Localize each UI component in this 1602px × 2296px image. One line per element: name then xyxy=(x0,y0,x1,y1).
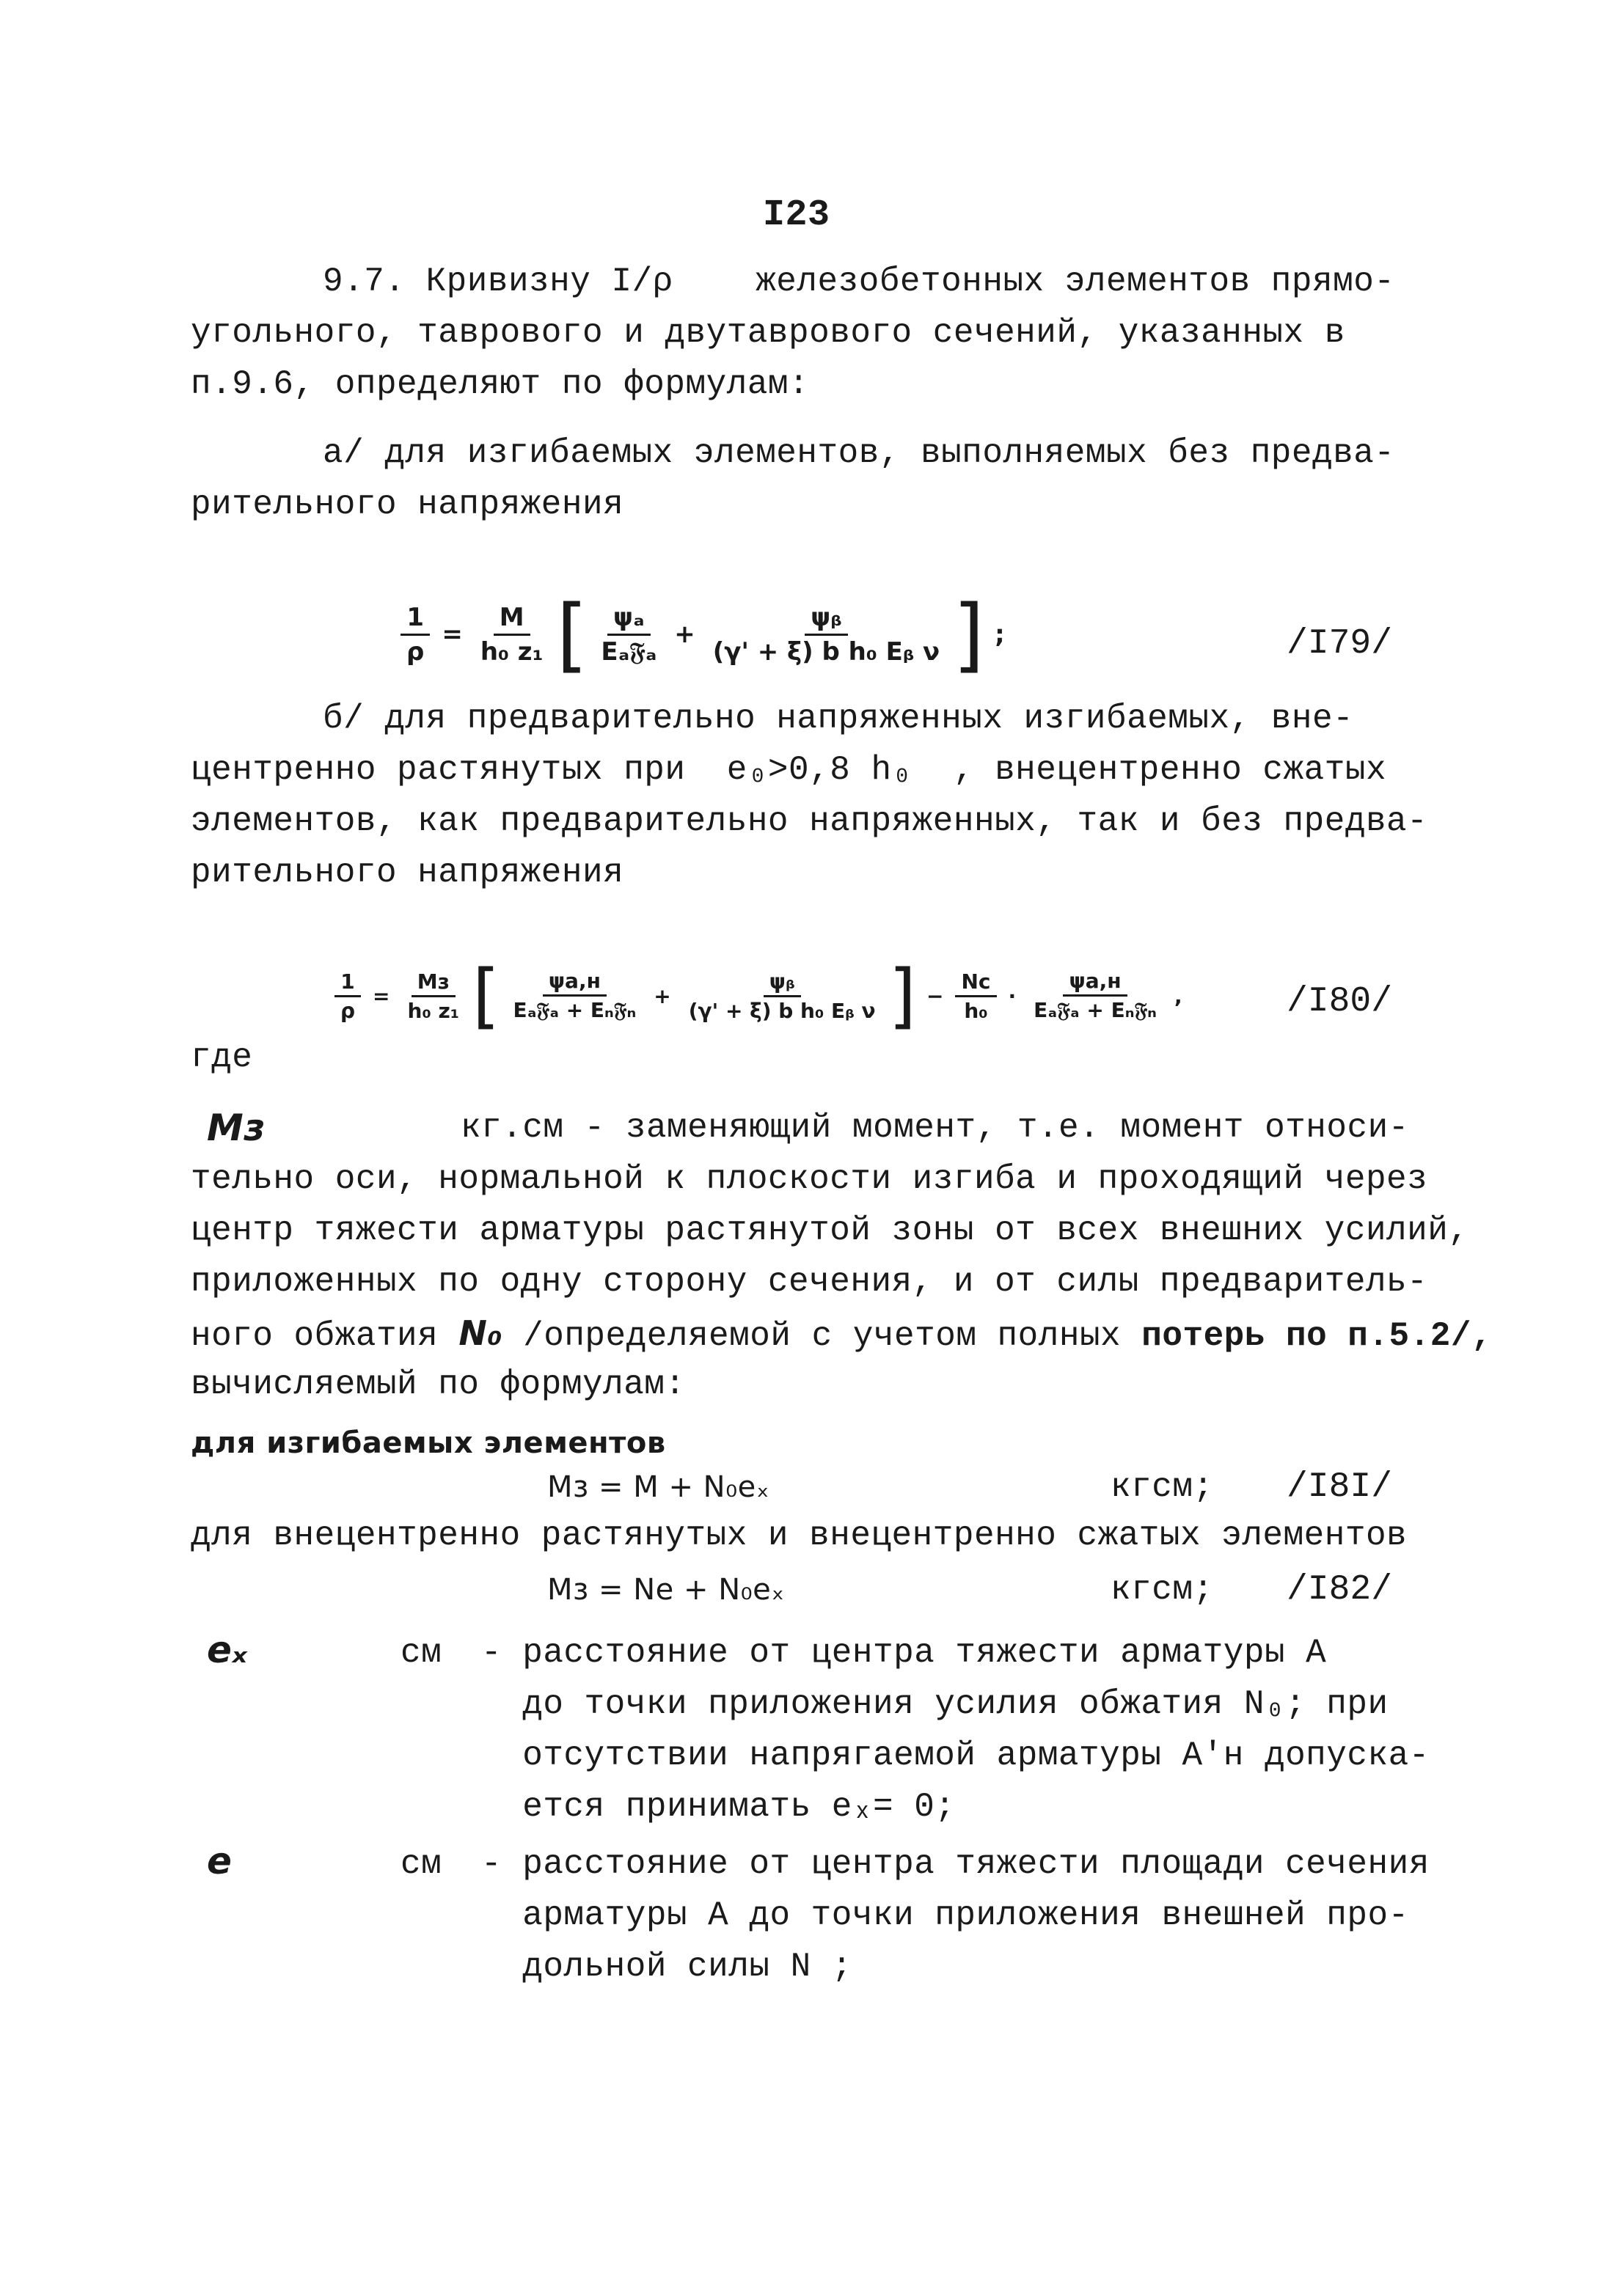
formula-180-number: /I80/ xyxy=(1287,982,1393,1022)
f179-t1-num: ψₐ xyxy=(607,603,651,636)
f180-dot: · xyxy=(1008,983,1017,1008)
f179-lhs-num: 1 xyxy=(400,603,430,636)
bending-heading: для изгибаемых элементов xyxy=(191,1426,666,1460)
f180-t1-num: ψa,н xyxy=(543,969,607,997)
formula-180 xyxy=(330,955,1190,1037)
item-a-line-2: рительного напряжения xyxy=(191,485,624,524)
f179-left-bracket: [ xyxy=(556,587,588,681)
item-b-line-1: б/ для предварительно напряженных изгибаемых, вне- xyxy=(323,700,1354,738)
f179-m-den: h₀ z₁ xyxy=(480,637,544,667)
f179-m xyxy=(475,603,549,667)
item-b-line-4: рительного напряжения xyxy=(191,854,624,892)
where-label: где xyxy=(191,1038,253,1077)
def-e-unit: см xyxy=(400,1845,442,1883)
f180-m xyxy=(402,969,466,1023)
formula-182-unit: кгсм; xyxy=(1111,1571,1214,1609)
f179-eq: = xyxy=(442,620,463,649)
def-ex-line-4: ется принимать eₓ= 0; xyxy=(481,1788,956,1826)
f179-m-num: M xyxy=(494,603,530,636)
f179-t1 xyxy=(595,603,662,667)
def-mz-line-5-symbol: N₀ xyxy=(458,1313,503,1353)
f180-m-num: Mз xyxy=(412,969,456,997)
f180-t1 xyxy=(507,969,642,1023)
para-9-7-line-2: угольного, таврового и двутаврового сечений, указанных в xyxy=(191,314,1345,352)
f180-t3-num: ψa,н xyxy=(1063,969,1127,997)
f179-t1-den: Eₐ𝔉ₐ xyxy=(601,637,657,667)
formula-182: Mз = Ne + N₀eₓ xyxy=(547,1573,785,1607)
def-mz-line-3: центр тяжести арматуры растянутой зоны от всех внешних усилий, xyxy=(191,1211,1469,1250)
f180-t2-num: ψᵦ xyxy=(764,969,801,997)
f180-minus: − xyxy=(926,983,944,1008)
def-mz-line-4: приложенных по одну сторону сечения, и от силы предваритель- xyxy=(191,1263,1428,1301)
f180-n-den: h₀ xyxy=(964,998,988,1023)
f179-right-bracket: ] xyxy=(953,587,985,681)
def-ex-line-1: - расстояние от центра тяжести арматуры А xyxy=(481,1634,1327,1672)
f180-comma: , xyxy=(1174,983,1182,1008)
f180-left-bracket: [ xyxy=(472,955,500,1037)
f179-lhs xyxy=(400,603,430,667)
def-mz-line-1: кг.см - заменяющий момент, т.е. момент относи- xyxy=(461,1109,1409,1147)
f179-plus: + xyxy=(674,620,695,649)
def-ex-symbol: eₓ xyxy=(207,1629,248,1671)
f180-right-bracket: ] xyxy=(888,955,916,1037)
f180-lhs-den: ρ xyxy=(340,998,356,1023)
def-e-line-1: - расстояние от центра тяжести площади сечения xyxy=(481,1845,1430,1883)
f180-lhs xyxy=(334,969,361,1023)
def-mz-line-5-text-a: ного обжатия xyxy=(191,1317,459,1355)
f180-t2-den: (γ' + ξ) b h₀ Eᵦ ν xyxy=(688,998,876,1023)
f180-t3-den: Eₐ𝔉ₐ + Eₙ𝔉ₙ xyxy=(1034,998,1157,1022)
formula-181-number: /I8I/ xyxy=(1287,1467,1393,1507)
para-9-7-line-3: п.9.6, определяют по формулам: xyxy=(191,365,810,403)
def-mz-line-6: вычисляемый по формулам: xyxy=(191,1365,686,1404)
f180-lhs-num: 1 xyxy=(334,969,360,997)
item-a-line-1: а/ для изгибаемых элементов, выполняемых без предва- xyxy=(323,434,1395,472)
para-9-7-line-1: 9.7. Кривизну I/ρ железобетонных элементов прямо- xyxy=(323,263,1395,301)
formula-179-number: /I79/ xyxy=(1287,624,1393,664)
f180-t2 xyxy=(683,969,882,1023)
def-mz-line-5-text-b: /определяемой с учетом полных xyxy=(502,1317,1142,1355)
f179-t2 xyxy=(707,603,946,667)
formula-179 xyxy=(396,587,1012,681)
def-mz-line-2: тельно оси, нормальной к плоскости изгиба и проходящий через xyxy=(191,1160,1428,1198)
def-mz-symbol: Mз xyxy=(207,1107,266,1149)
def-ex-unit: см xyxy=(400,1634,442,1672)
f180-m-den: h₀ z₁ xyxy=(407,998,460,1023)
def-e-symbol: e xyxy=(207,1840,233,1882)
def-ex-line-2: до точки приложения усилия обжатия N₀; при xyxy=(481,1685,1389,1723)
f179-t2-num: ψᵦ xyxy=(805,603,847,636)
f180-eq: = xyxy=(373,983,390,1008)
f180-n xyxy=(955,969,996,1023)
formula-181-unit: кгсм; xyxy=(1111,1468,1214,1506)
def-e-line-3: дольной силы N ; xyxy=(481,1948,852,1986)
formula-181: Mз = M + N₀eₓ xyxy=(547,1470,770,1504)
item-b-line-2: центренно растянутых при e₀>0,8 h₀ , внецентренно сжатых xyxy=(191,751,1387,789)
f179-semicolon: ; xyxy=(995,620,1005,649)
f180-t3 xyxy=(1028,969,1163,1023)
f180-t1-den: Eₐ𝔉ₐ + Eₙ𝔉ₙ xyxy=(513,998,637,1022)
f180-plus: + xyxy=(654,983,671,1008)
def-e-line-2: арматуры А до точки приложения внешней про- xyxy=(481,1896,1409,1934)
formula-182-number: /I82/ xyxy=(1287,1570,1393,1610)
def-mz-line-5 xyxy=(191,1310,1492,1360)
def-mz-line-5-bold: потерь по п.5.2/, xyxy=(1141,1317,1493,1355)
eccentric-text: для внецентренно растянутых и внецентренно сжатых элементов xyxy=(191,1516,1408,1555)
def-ex-line-3: отсутствии напрягаемой арматуры A'н допуска- xyxy=(481,1736,1430,1775)
page-number: I23 xyxy=(763,194,830,236)
f179-t2-den: (γ' + ξ) b h₀ Eᵦ ν xyxy=(712,637,940,667)
f179-lhs-den: ρ xyxy=(406,637,425,667)
f180-n-num: Nc xyxy=(955,969,996,997)
item-b-line-3: элементов, как предварительно напряженных, так и без предва- xyxy=(191,802,1428,840)
